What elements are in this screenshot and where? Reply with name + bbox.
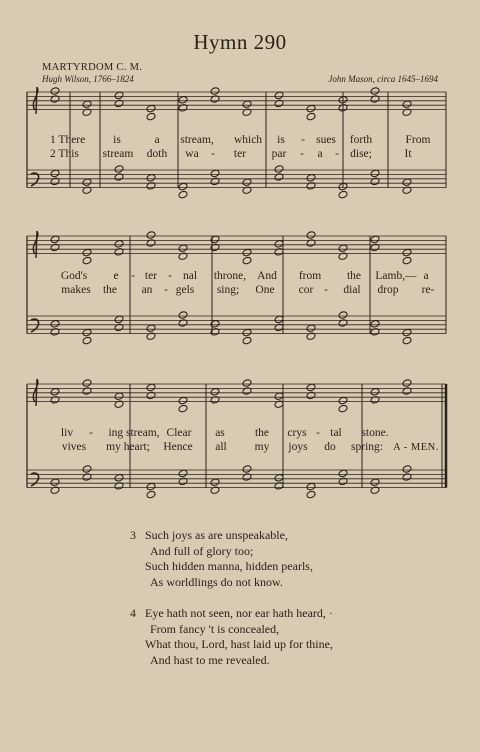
note-head — [114, 392, 124, 401]
note-head — [402, 100, 412, 109]
lyric: which — [233, 134, 263, 146]
lyric: - — [324, 284, 328, 296]
note-head — [210, 478, 220, 487]
stanza-line: Such hidden manna, hidden pearls, — [145, 559, 313, 573]
author-credit: John Mason, circa 1645–1694 — [328, 74, 438, 84]
note-head — [82, 465, 92, 474]
lyric: as — [215, 427, 225, 439]
note-head — [50, 87, 60, 96]
note-head — [50, 320, 60, 329]
lyric: Clear — [166, 427, 192, 439]
lyric: 2 This — [50, 148, 79, 160]
lyric: re- — [421, 284, 435, 296]
note-head — [274, 240, 284, 249]
lyric: throne, — [213, 270, 247, 282]
note-head — [50, 478, 60, 487]
note-head — [82, 336, 92, 345]
lyric: forth — [349, 134, 373, 146]
lyric: is — [277, 134, 285, 146]
lyric: sing; — [216, 284, 240, 296]
note-head — [242, 465, 252, 474]
note-head — [210, 169, 220, 178]
note-head — [402, 336, 412, 345]
note-head — [178, 96, 188, 105]
lyric: Lamb,— — [375, 270, 417, 282]
lyric: from — [298, 270, 322, 282]
note-head — [50, 388, 60, 397]
stanza-3 — [130, 528, 333, 590]
note-head — [50, 169, 60, 178]
lyric: dial — [343, 284, 361, 296]
note-head — [82, 100, 92, 109]
composer-credit: Hugh Wilson, 1766–1824 — [42, 74, 134, 84]
note-head — [274, 392, 284, 401]
lyric: e — [113, 270, 119, 282]
lyric: all — [215, 441, 227, 453]
note-head — [178, 396, 188, 405]
lyric: - — [300, 148, 304, 160]
note-head — [82, 178, 92, 187]
note-head — [306, 112, 316, 121]
note-head — [402, 256, 412, 265]
note-head — [370, 320, 380, 329]
lyric: stream, — [180, 134, 214, 146]
lyric: And — [257, 270, 277, 282]
stanza-number: 4 — [130, 606, 136, 620]
lyric: ing stream, — [108, 427, 160, 439]
note-head — [370, 478, 380, 487]
lyric: joys — [288, 441, 308, 453]
stanza-line: Such joys as are unspeakable, — [145, 528, 288, 542]
note-head — [178, 469, 188, 478]
note-head — [114, 474, 124, 483]
amen-label: A - MEN. — [393, 442, 439, 453]
lyric: - — [89, 427, 93, 439]
note-head — [82, 256, 92, 265]
note-head — [338, 404, 348, 413]
note-head — [82, 248, 92, 257]
additional-stanzas — [130, 528, 333, 684]
note-head — [306, 482, 316, 491]
lyric: - — [316, 427, 320, 439]
lyric: dise; — [350, 148, 372, 160]
lyric: - — [164, 284, 168, 296]
lyric: is — [113, 134, 121, 146]
note-head — [338, 244, 348, 253]
lyric: - — [301, 134, 305, 146]
note-head — [274, 315, 284, 324]
note-head — [178, 404, 188, 413]
lyric: my heart; — [106, 441, 150, 453]
stanza-number: 3 — [130, 528, 136, 542]
note-head — [178, 182, 188, 191]
lyric: It — [404, 148, 412, 160]
lyric: do — [324, 441, 336, 453]
lyric: stream — [102, 148, 134, 160]
lyric: ter — [144, 270, 158, 282]
note-head — [402, 379, 412, 388]
note-head — [306, 490, 316, 499]
note-head — [146, 104, 156, 113]
note-head — [402, 465, 412, 474]
note-head — [242, 256, 252, 265]
note-head — [370, 87, 380, 96]
note-head — [338, 190, 348, 199]
lyric: liv — [60, 427, 74, 439]
note-head — [370, 388, 380, 397]
stanza-line: As worldlings do not know. — [150, 574, 283, 589]
stanza-line: What thou, Lord, hast laid up for thine, — [145, 637, 333, 651]
lyric: From — [405, 134, 431, 146]
note-head — [210, 388, 220, 397]
note-head — [178, 311, 188, 320]
lyric: - — [335, 148, 339, 160]
note-head — [306, 174, 316, 183]
lyric: spring: — [351, 441, 383, 453]
stanza-line: And hast to me revealed. — [150, 652, 270, 667]
lyric: - — [131, 270, 135, 282]
stanza-line: From fancy 't is concealed, — [150, 621, 280, 636]
lyric: an — [141, 284, 153, 296]
note-head — [146, 490, 156, 499]
stanza-line: Eye hath not seen, nor ear hath heard, · — [145, 606, 333, 620]
note-head — [114, 240, 124, 249]
note-head — [306, 383, 316, 392]
note-head — [242, 100, 252, 109]
note-head — [402, 248, 412, 257]
lyric: the — [346, 270, 362, 282]
note-head — [178, 190, 188, 199]
note-head — [146, 174, 156, 183]
note-head — [402, 178, 412, 187]
lyric: my — [254, 441, 270, 453]
lyric: par — [271, 148, 287, 160]
lyric: - — [211, 148, 215, 160]
lyric: doth — [146, 148, 168, 160]
note-head — [242, 379, 252, 388]
note-head — [114, 165, 124, 174]
lyric: the — [102, 284, 118, 296]
note-head — [306, 231, 316, 240]
lyric: drop — [377, 284, 399, 296]
lyric: vives — [61, 441, 87, 453]
lyric: cor — [298, 284, 314, 296]
note-head — [146, 383, 156, 392]
note-head — [146, 482, 156, 491]
lyric: nal — [182, 270, 198, 282]
lyric: crys — [287, 427, 307, 439]
note-head — [338, 311, 348, 320]
lyric: Hence — [163, 441, 193, 453]
lyric: God's — [60, 270, 88, 282]
note-head — [146, 112, 156, 121]
note-head — [242, 248, 252, 257]
note-head — [370, 235, 380, 244]
note-head — [114, 315, 124, 324]
lyric: ter — [233, 148, 247, 160]
stanza-line: And full of glory too; — [150, 543, 254, 558]
note-head — [306, 104, 316, 113]
lyric: - — [168, 270, 172, 282]
lyric: gels — [175, 284, 195, 296]
stanza-4 — [130, 606, 333, 668]
lyric: tal — [330, 427, 342, 439]
tune-name: MARTYRDOM C. M. — [42, 62, 143, 73]
note-head — [242, 328, 252, 337]
lyric: stone. — [361, 427, 389, 439]
bass-clef-icon — [31, 319, 39, 332]
hymn-title: Hymn 290 — [193, 30, 287, 54]
note-head — [242, 336, 252, 345]
note-head — [242, 178, 252, 187]
lyric: the — [254, 427, 270, 439]
note-head — [82, 379, 92, 388]
lyric: sues — [316, 134, 336, 146]
note-head — [338, 396, 348, 405]
note-head — [306, 324, 316, 333]
bass-clef-icon — [31, 473, 39, 486]
note-head — [370, 169, 380, 178]
note-head — [274, 474, 284, 483]
note-head — [114, 91, 124, 100]
note-head — [210, 87, 220, 96]
lyric: wa — [185, 148, 199, 160]
note-head — [82, 328, 92, 337]
note-head — [146, 324, 156, 333]
note-head — [274, 165, 284, 174]
note-head — [146, 231, 156, 240]
lyric: makes — [61, 284, 91, 296]
lyric: a — [154, 134, 160, 146]
lyric: 1 There — [50, 134, 86, 146]
note-head — [338, 469, 348, 478]
bass-clef-icon — [31, 173, 39, 186]
note-head — [274, 91, 284, 100]
lyric: a — [423, 270, 429, 282]
lyric: One — [255, 284, 275, 296]
note-head — [178, 244, 188, 253]
note-head — [50, 235, 60, 244]
lyric: a — [317, 148, 323, 160]
note-head — [402, 328, 412, 337]
